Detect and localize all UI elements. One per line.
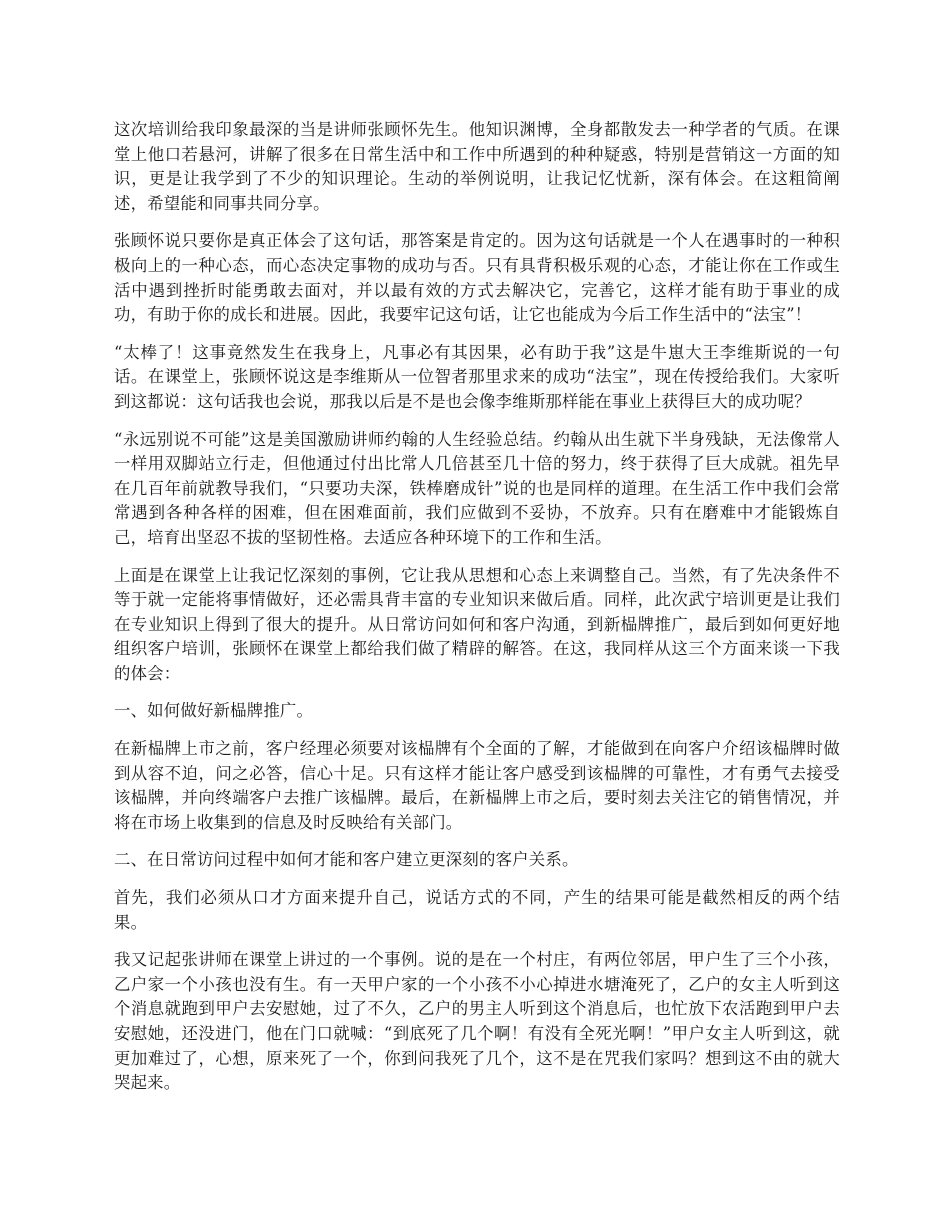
paragraph-never-say-impossible: “永远别说不可能”这是美国激励讲师约翰的人生经验总结。约翰从出生就下半身残缺，无法像常人一样用双脚站立行走，但他通过付出比常人几倍甚至几十倍的努力，终于获得了巨大成就。祖先早在几百年前就教导我们，“只要功夫深，铁棒磨成针”说的也是同样的道理。在生活工作中我们会常常遇到各种各样的困难，但在困难面前，我们应做到不妥协，不放弃。只有在磨难中才能锻炼自己，培育出坚忍不拔的坚韧性格。去适应各种环境下的工作和生活。 [114,429,840,547]
paragraph-eloquence: 首先，我们必须从口才方面来提升自己，说话方式的不同，产生的结果可能是截然相反的两个结果。 [114,888,840,932]
paragraph-summary: 上面是在课堂上让我记忆深刻的事例，它让我从思想和心态上来调整自己。当然，有了先决条件不等于就一定能将事情做好，还必需具背丰富的专业知识来做后盾。同样，此次武宁培训更是让我们在专业知识上得到了很大的提升。从日常访问如何和客户沟通，到新榀牌推广，最后到如何更好地组织客户培训，张顾怀在课堂上都给我们做了精辟的解答。在这，我同样从这三个方面来谈一下我的体会： [114,565,840,683]
paragraph-village-story: 我又记起张讲师在课堂上讲过的一个事例。说的是在一个村庄，有两位邻居，甲户生了三个小孩，乙户家一个小孩也没有生。有一天甲户家的一个小孩不小心掉进水塘淹死了，乙户的女主人听到这个消息就跑到甲户去安慰她，过了不久，乙户的男主人听到这个消息后，也忙放下农活跑到甲户去安慰她，还没进门，他在门口就喊：“到底死了几个啊！有没有全死光啊！”甲户女主人听到这，就更加难过了，心想，原来死了一个，你到问我死了几个，这不是在咒我们家吗？想到这不由的就大哭起来。 [114,950,840,1093]
section-heading-1: 一、如何做好新榀牌推广。 [114,701,314,721]
paragraph-attitude: 张顾怀说只要你是真正体会了这句话，那答案是肯定的。因为这句话就是一个人在遇事时的一种积极向上的一种心态，而心态决定事物的成功与否。只有具背积极乐观的心态，才能让你在工作或生活中遇到挫折时能勇敢去面对，并以最有效的方式去解决它，完善它，这样才能有助于事业的成功，有助于你的成长和进展。因此，我要牢记这句话，让它也能成为今后工作生活中的“法宝”！ [114,231,840,325]
paragraph-intro: 这次培训给我印象最深的当是讲师张顾怀先生。他知识渊博，全身都散发去一种学者的气质。在课堂上他口若悬河，讲解了很多在日常生活中和工作中所遇到的种种疑惑，特别是营销这一方面的知识，更是让我学到了不少的知识理论。生动的举例说明，让我记忆忧新，深有体会。在这粗简阐述，希望能和同事共同分享。 [114,120,840,213]
paragraph-levis-quote: “太棒了！这事竟然发生在我身上，凡事必有其因果，必有助于我”这是牛崽大王李维斯说的一句话。在课堂上，张顾怀说这是李维斯从一位智者那里求来的成功“法宝”，现在传授给我们。大家听到这都说：这句话我也会说，那我以后是不是也会像李维斯那样能在事业上获得巨大的成功呢？ [114,342,840,411]
document-body [114,118,840,1109]
section-heading-2: 二、在日常访问过程中如何才能和客户建立更深刻的客户关系。 [114,850,579,870]
paragraph-new-brand: 在新榀牌上市之前，客户经理必须要对该榀牌有个全面的了解，才能做到在向客户介绍该榀牌时做到从容不迫，问之必答，信心十足。只有这样才能让客户感受到该榀牌的可靠性，才有勇气去接受该榀牌，并向终端客户去推广该榀牌。最后，在新榀牌上市之后，要时刻去关注它的销售情况，并将在市场上收集到的信息及时反映给有关部门。 [114,739,840,832]
